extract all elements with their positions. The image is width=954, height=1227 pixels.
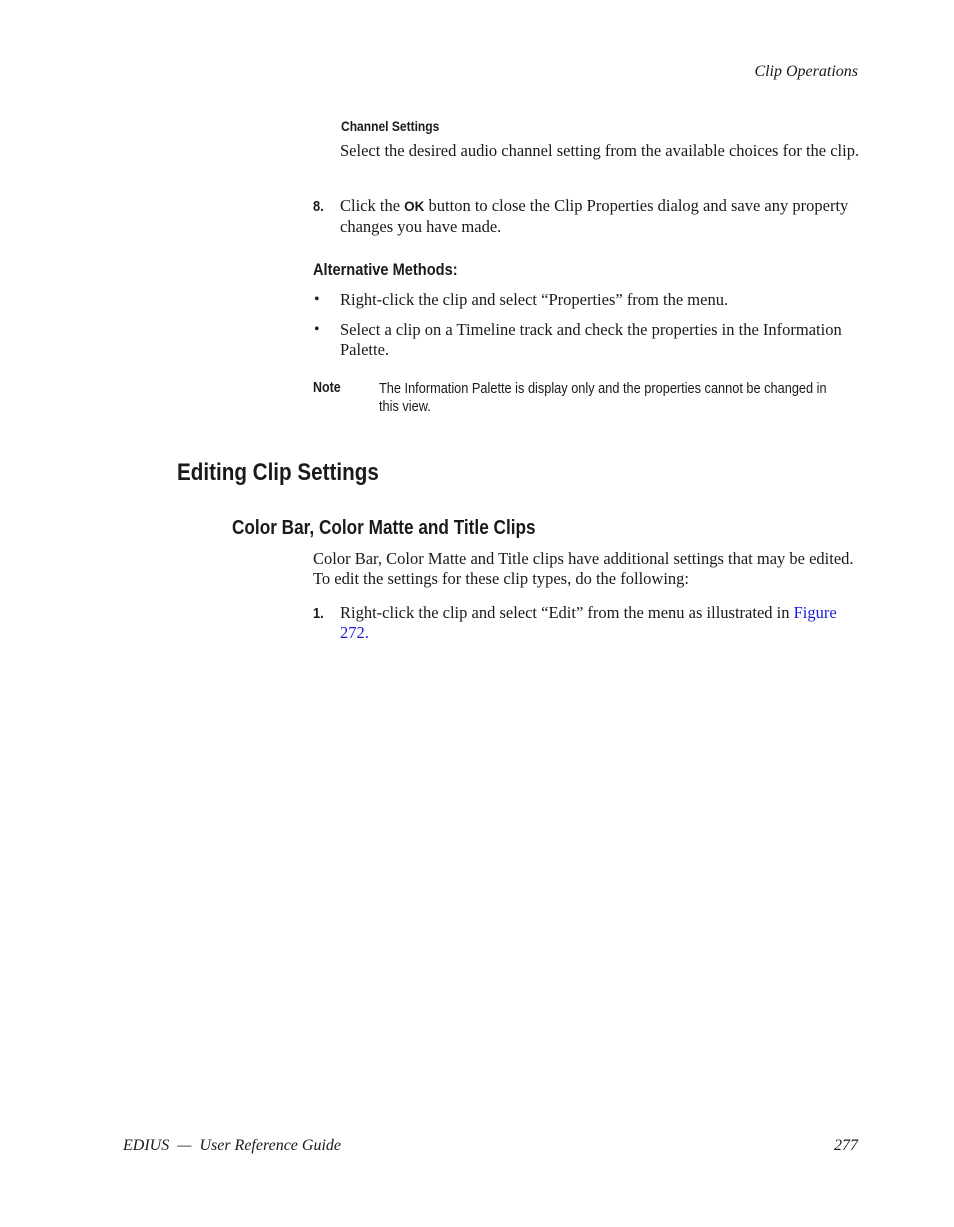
section-title: Editing Clip Settings xyxy=(177,459,379,486)
ok-button-reference: OK xyxy=(404,199,425,214)
page-number: 277 xyxy=(834,1137,858,1154)
note-label: Note xyxy=(313,380,341,396)
channel-settings-body: Select the desired audio channel setting from the available choices for the clip. xyxy=(340,141,860,160)
step-8-number: 8. xyxy=(313,198,324,215)
figure-272-link[interactable]: Figure 272 xyxy=(340,603,837,642)
channel-settings-heading: Channel Settings xyxy=(341,118,440,134)
step-8-text-before: Click the xyxy=(340,196,405,215)
bullet-1: • xyxy=(314,291,320,308)
step-1-number: 1. xyxy=(313,605,324,622)
step-1-text xyxy=(340,603,860,643)
note-text: The Information Palette is display only and the properties cannot be changed in this view. xyxy=(379,381,827,415)
step-8-text xyxy=(340,196,860,237)
step-1-period: . xyxy=(364,623,369,642)
step-8-text-after: button to close the Clip Properties dialog and save any property changes you have made. xyxy=(340,196,849,236)
section-intro: Color Bar, Color Matte and Title clips have additional settings that may be edited. To edit the settings for these clip types, do the following: xyxy=(313,549,854,588)
running-head: Clip Operations xyxy=(754,63,858,80)
alt-method-1: Right-click the clip and select “Properties” from the menu. xyxy=(340,290,729,309)
alternative-methods-heading: Alternative Methods: xyxy=(313,260,458,279)
alt-method-2: Select a clip on a Timeline track and check the properties in the Information Palette. xyxy=(340,320,842,359)
section-subtitle: Color Bar, Color Matte and Title Clips xyxy=(232,517,536,539)
footer-guide-title: EDIUS — User Reference Guide xyxy=(123,1137,342,1154)
step-1-text-body: Right-click the clip and select “Edit” from the menu as illustrated in xyxy=(340,603,794,622)
bullet-2: • xyxy=(314,321,320,338)
